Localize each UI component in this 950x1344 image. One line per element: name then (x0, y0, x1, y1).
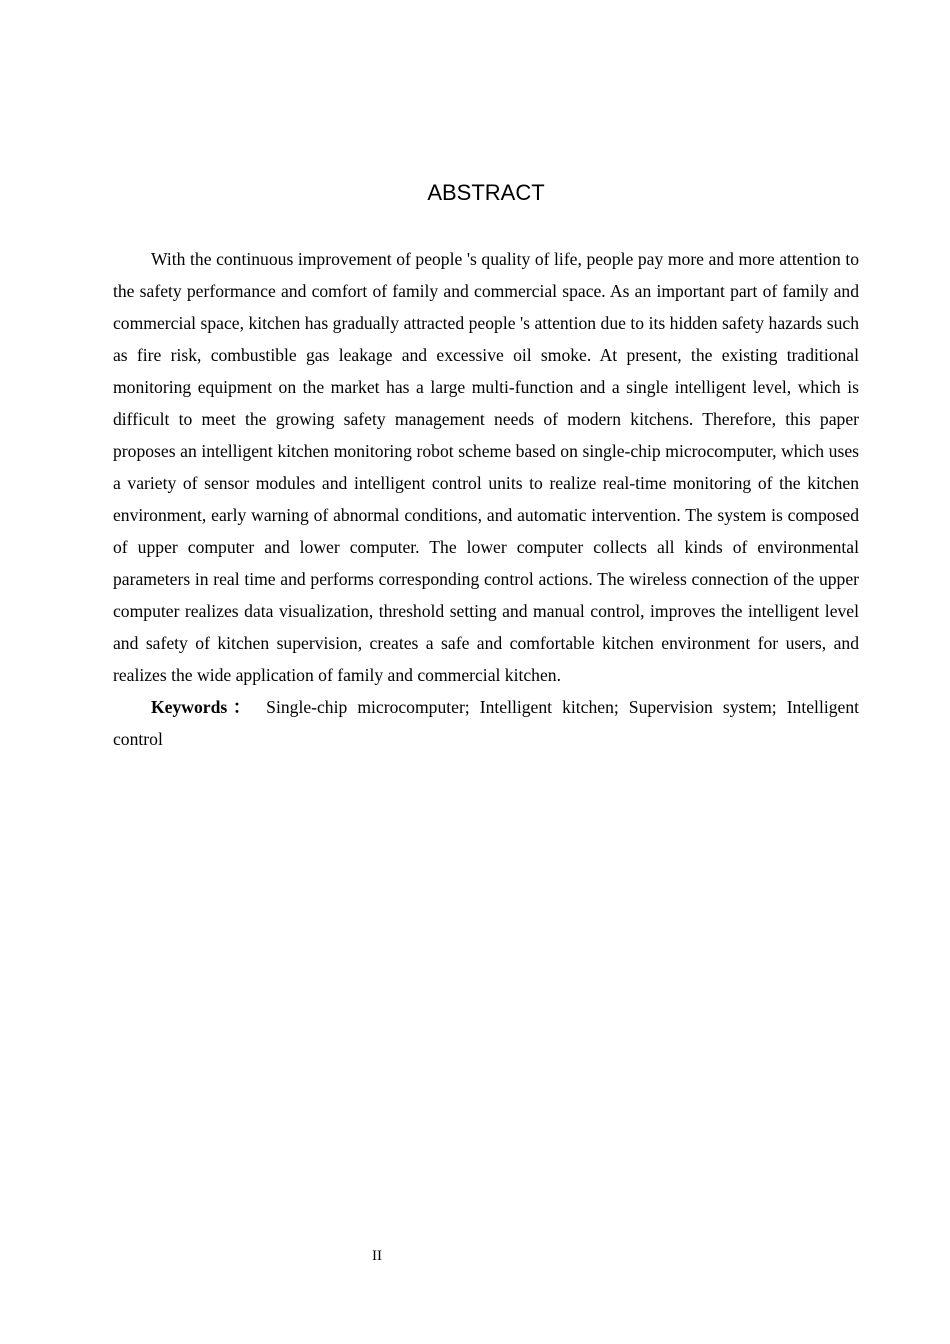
keywords-label: Keywords： (151, 697, 257, 717)
page-number: II (372, 1248, 382, 1264)
abstract-body (113, 243, 859, 755)
abstract-paragraph: With the continuous improvement of people 's quality of life, people pay more and more attention to the safety performance and comfort of family and commercial space. As an important part of family and commercial space, kitchen has gradually attracted people 's attention due to its hidden safety hazards such as fire risk, combustible gas leakage and excessive oil smoke. At present, the existing traditional monitoring equipment on the market has a large multi-function and a single intelligent level, which is difficult to meet the growing safety management needs of modern kitchens. Therefore, this paper proposes an intelligent kitchen monitoring robot scheme based on single-chip microcomputer, which uses a variety of sensor modules and intelligent control units to realize real-time monitoring of the kitchen environment, early warning of abnormal conditions, and automatic intervention. The system is composed of upper computer and lower computer. The lower computer collects all kinds of environmental parameters in real time and performs corresponding control actions. The wireless connection of the upper computer realizes data visualization, threshold setting and manual control, improves the intelligent level and safety of kitchen supervision, creates a safe and comfortable kitchen environment for users, and realizes the wide application of family and commercial kitchen. (113, 249, 859, 685)
keywords-text: Single-chip microcomputer; Intelligent kitchen; Supervision system; Intelligent control (113, 697, 860, 749)
keywords-line (113, 691, 859, 755)
abstract-title: ABSTRACT (427, 180, 545, 205)
